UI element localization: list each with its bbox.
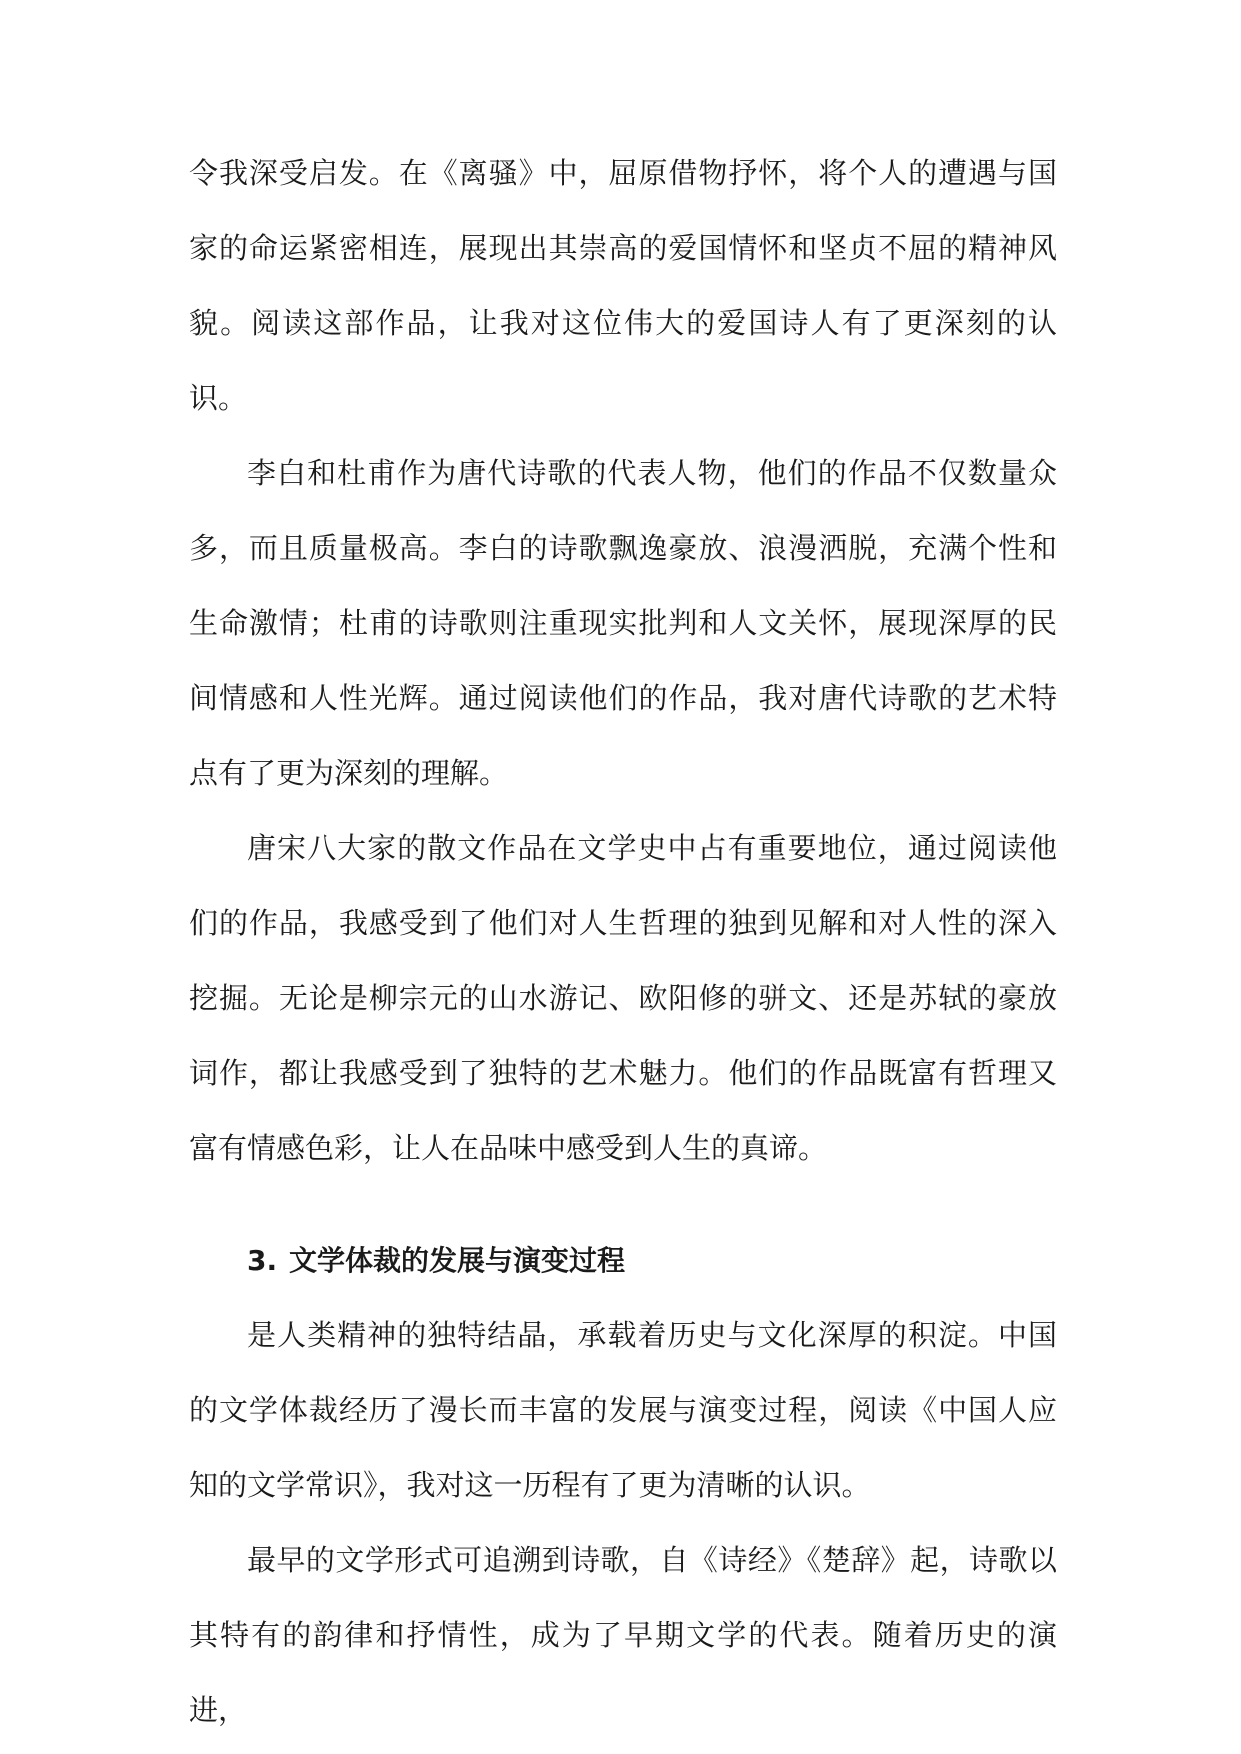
paragraph-lisao: 令我深受启发。在《离骚》中，屈原借物抒怀，将个人的遭遇与国家的命运紧密相连，展现出其崇高的爱国情怀和坚贞不屈的精神风貌。阅读这部作品，让我对这位伟大的爱国诗人有了更深刻的认识。 bbox=[189, 156, 1057, 415]
paragraph-libai-dufu: 李白和杜甫作为唐代诗歌的代表人物，他们的作品不仅数量众多，而且质量极高。李白的诗歌飘逸豪放、浪漫洒脱，充满个性和生命激情；杜甫的诗歌则注重现实批判和人文关怀，展现深厚的民间情感和人性光辉。通过阅读他们的作品，我对唐代诗歌的艺术特点有了更为深刻的理解。 bbox=[189, 456, 1057, 790]
section-number: 3. bbox=[247, 1244, 278, 1277]
section-title: 文学体裁的发展与演变过程 bbox=[289, 1244, 626, 1277]
paragraph-earliest-forms: 最早的文学形式可追溯到诗歌，自《诗经》《楚辞》起，诗歌以其特有的韵律和抒情性，成为了早期文学的代表。随着历史的演进， bbox=[189, 1543, 1057, 1727]
paragraph-genre-intro: 是人类精神的独特结晶，承载着历史与文化深厚的积淀。中国的文学体裁经历了漫长而丰富的发展与演变过程，阅读《中国人应知的文学常识》，我对这一历程有了更为清晰的认识。 bbox=[189, 1318, 1057, 1502]
paragraph-tang-song-masters: 唐宋八大家的散文作品在文学史中占有重要地位，通过阅读他们的作品，我感受到了他们对人生哲理的独到见解和对人性的深入挖掘。无论是柳宗元的山水游记、欧阳修的骈文、还是苏轼的豪放词作，都让我感受到了独特的艺术魅力。他们的作品既富有哲理又富有情感色彩，让人在品味中感受到人生的真谛。 bbox=[189, 831, 1057, 1165]
section-heading bbox=[189, 1223, 1057, 1298]
document-body bbox=[189, 136, 1057, 1748]
